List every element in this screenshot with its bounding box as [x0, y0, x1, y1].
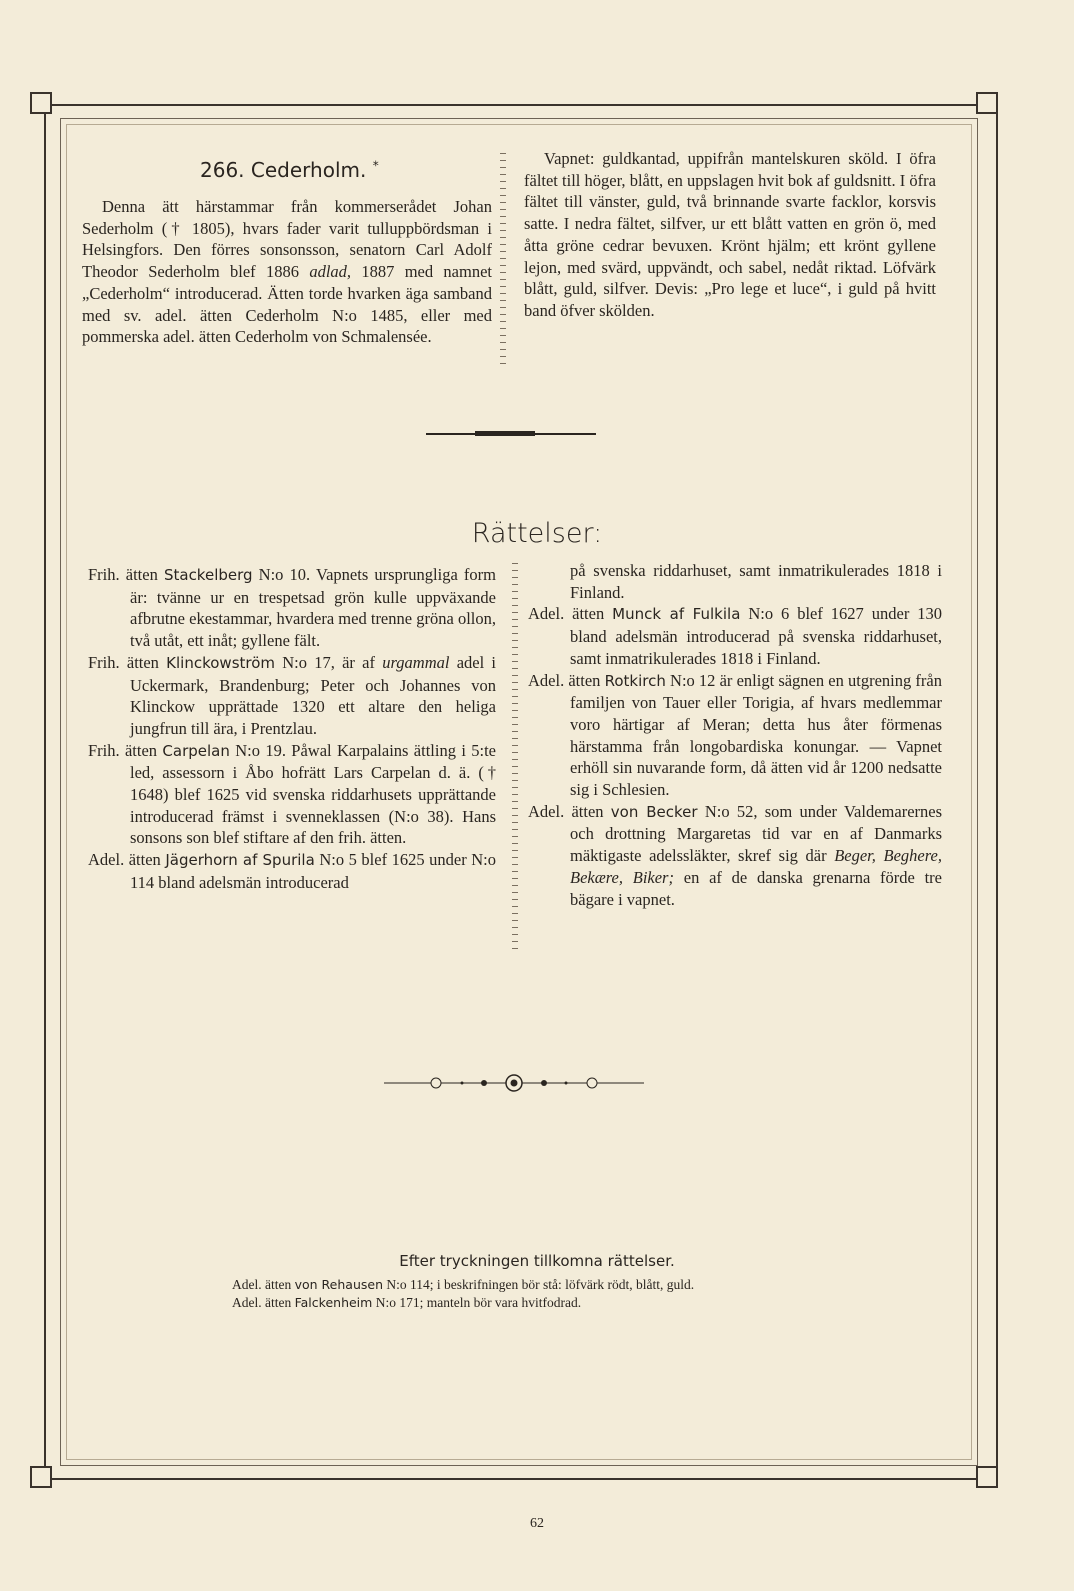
corner-ornament: [30, 92, 52, 114]
family-name: Jägerhorn af Spurila: [165, 851, 315, 870]
corrections-title: Rättelser:: [471, 518, 603, 549]
late-correction-line: Adel. ätten von Rehausen N:o 114; i beskrifningen bör stå: löfvärk rödt, blått, guld.: [232, 1277, 695, 1292]
late-corrections-title: Efter tryckningen tillkomna rättelser.: [399, 1252, 675, 1270]
family-name: Rotkirch: [604, 671, 666, 690]
family-name: Stackelberg: [163, 566, 253, 584]
corner-ornament: [30, 1466, 52, 1488]
page-number: 62: [530, 1516, 544, 1531]
correction-entry: Adel. ätten von Becker N:o 52, som under Valdemarernes och drottning Margaretas tid var en af Danmarks mäktigaste adelssläkter, skref sig där Beger, Beghere, Bekære, Biker; en af de danska grenarna förde tre bägare i vapnet.: [528, 801, 943, 909]
corrections-left-column: [88, 564, 496, 894]
corner-ornament: [976, 92, 998, 114]
late-correction-line: Adel. ätten Falckenheim N:o 171; manteln bör vara hvitfodrad.: [232, 1295, 582, 1310]
family-name: Carpelan: [162, 741, 230, 760]
entry-description: [82, 196, 492, 348]
correction-entry: Frih. ätten Carpelan N:o 19. Påwal Karpalains ättling i 5:te led, assessorn i Åbo hofrätt Lars Carpelan d. ä. († 1648) blef 1625 vid svenska riddarhusets upprättande introducerad främst i svenneklassen (N:o 38). Hans sonsons son blef stiftare af den frih. ätten.: [88, 740, 496, 848]
entry-title: [200, 158, 379, 182]
ornament-divider: [384, 1068, 644, 1098]
arms-text: Vapnet: guldkantad, uppifrån mantelskuren sköld. I öfra fältet till höger, blått, en uppslagen hvit bok af guldsnitt. I öfra fältet till vänster, guld, två brinnande svarte facklor, korsvis satte. I nedra fältet, silfver, ur ett blått vatten en grön ö, med åtta gröne cedrar bevuxen. Krönt hjälm; ett krönt gyllene lejon, med svärd, uppvändt, och sabel, nedåt riktad. Löfvärk blått, guld, silfver. Devis: „Pro lege et luce“, i guld på hvitt band öfver skölden.: [524, 149, 936, 320]
column-divider: [512, 560, 518, 952]
correction-entry: Adel. ätten Munck af Fulkila N:o 6 blef 1627 under 130 bland adelsmän introducerad på svenska riddarhuset, samt inmatrikulerades 1818 i Finland.: [528, 604, 943, 668]
correction-entry: Adel. ätten Rotkirch N:o 12 är enligt sägnen en utgrening från familjen von Tauer eller Torigia, af hvars medlemmar voro härtigar af Meran; detta hus åter förmenas härstamma från longobardiska konungar. — Vapnet erhöll sin nuvarande form, då ätten vid år 1200 nedsatte sig i Schlesien.: [528, 670, 942, 800]
correction-entry: Frih. ätten Klinckowström N:o 17, är af urgammal adel i Uckermark, Brandenburg; Peter och Johannes von Klinckow upprättade 1320 ett altare den heliga jungfrun till ära, i Prentzlau.: [88, 652, 496, 738]
column-divider: [500, 150, 506, 368]
description-tail: 1887 med namnet „Cederholm“ introducerad. Ätten torde hvarken äga samband med sv. adel. ätten Cederholm N:o 1485, eller med pommerska adel. ätten Cederholm von Schmalensée.: [82, 262, 492, 347]
entry-title-text: 266. Cederholm.: [200, 158, 367, 182]
corrections-right-column: [528, 560, 942, 910]
description-text: Denna ätt härstammar från kommerserådet Johan Sederholm († 1805), hvars fader varit tulluppbördsman i Helsingfors. Den förres sonsonsson, senatorn Carl Adolf Theodor Sederholm blef 1886: [82, 197, 492, 282]
section-rule-center: [475, 431, 535, 436]
family-name: von Becker: [610, 802, 698, 821]
corner-ornament: [976, 1466, 998, 1488]
footnote-star: *: [372, 158, 379, 173]
description-italic: adlad,: [309, 262, 352, 282]
correction-entry: Adel. ätten Jägerhorn af Spurila N:o 5 blef 1625 under N:o 114 bland adelsmän introducerad: [88, 850, 496, 892]
family-name: Klinckowström: [166, 653, 276, 672]
correction-entry: Frih. ätten Stackelberg N:o 10. Vapnets ursprungliga form är: tvänne ur en trespetsad grön kulle uppväxande afbrutne ekestammar, hvardera med trenne gröna ollon, två utåt, ett inåt; gyllene fält.: [88, 565, 496, 651]
family-name: Munck af Fulkila: [612, 605, 741, 624]
coat-of-arms-description: [524, 148, 936, 322]
correction-continuation: på svenska riddarhuset, samt inmatrikulerades 1818 i Finland.: [570, 561, 942, 602]
